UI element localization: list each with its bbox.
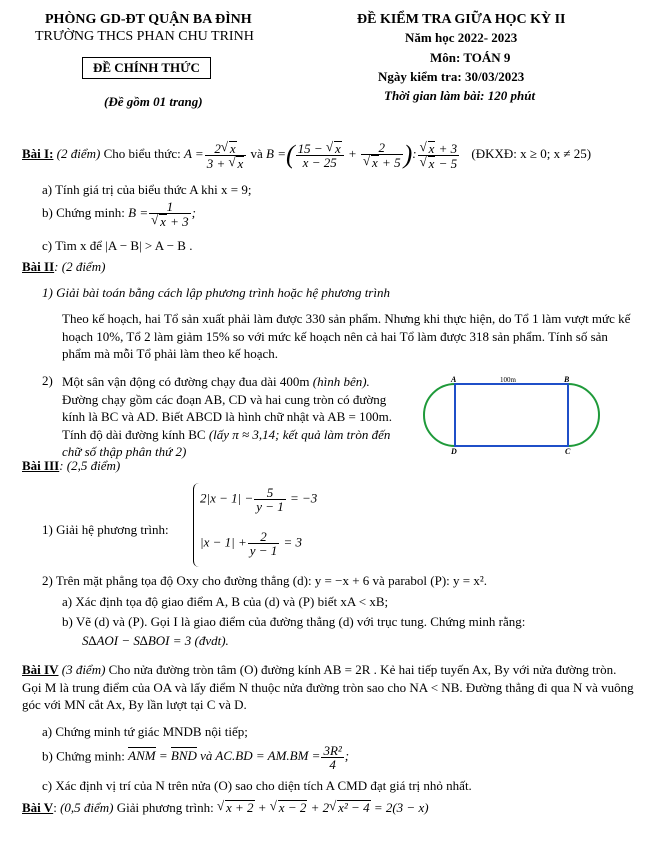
bai4-b — [42, 744, 349, 771]
bai1-c: c) Tìm x để |A − B| > A − B . — [42, 238, 193, 253]
bai4-b-label: b) Chứng minh: — [42, 748, 125, 764]
bai5-equation: √ x + 2 + √ x − 2 + 2√ x² − 4 = 2(3 − x) — [217, 800, 429, 815]
page-count: (Đề gồm 01 trang) — [104, 94, 203, 109]
system-eq1: 2|x − 1| − $\frac{5}{y - 1}$ = −3 — [200, 485, 318, 514]
bai3-q2: 2) Trên mặt phẳng tọa độ Oxy cho đường thẳng (d): y = −x + 6 và parabol (P): y = x². — [42, 573, 488, 588]
bai5-text: Giải phương trình: — [116, 800, 214, 815]
bai1-intro: Cho biểu thức: — [103, 145, 181, 161]
bai1-label: Bài I: — [22, 145, 54, 161]
bai3-b: b) Vẽ (d) và (P). Gọi I là giao điểm của đường thẳng (d) với trục tung. Chứng minh rằng: — [62, 614, 526, 629]
subject: Môn: TOÁN 9 — [430, 50, 511, 65]
label-length: 100m — [500, 376, 516, 384]
exam-duration: Thời gian làm bài: 120 phút — [384, 88, 536, 103]
label-b: B — [564, 375, 570, 384]
bai4-text: Cho nửa đường tròn tâm (O) đường kính AB = 2R . Kẻ hai tiếp tuyến Ax, By với nửa đường tròn. Gọi M là trung điểm của OA và lấy điểm N thuộc nửa đường tròn sao cho NA < NB. Đường thẳng đi qua N và vuông góc với MN cắt Ax, By lần lượt tại C và D. — [22, 662, 634, 712]
bai3-heading — [22, 458, 120, 474]
exam-title: ĐỀ KIỂM TRA GIỮA HỌC KỲ II — [357, 12, 566, 27]
bai5-label: Bài V — [22, 800, 54, 815]
label-d: D — [451, 447, 457, 456]
bai2-q1-text: Theo kế hoạch, hai Tổ sản xuất phải làm được 330 sản phẩm. Nhưng khi thực hiện, do Tổ 1 làm vượt mức kế hoạch 10%, Tổ 2 làm giảm 15% so với mức kế hoạch nên cả hai Tổ làm được 318 sản phẩm. Tính số sản phẩm mà mỗi Tổ phải làm theo kế hoạch. — [62, 311, 631, 361]
dept-name: PHÒNG GD-ĐT QUẬN BA ĐÌNH — [45, 12, 252, 27]
bai5-statement: Bài V: (0,5 điểm) Giải phương trình: √ x + 2 + √ x − 2 + 2√ x² − 4 = 2(3 − x) — [22, 800, 429, 816]
label-a: A — [451, 375, 457, 384]
bai1-statement — [22, 140, 591, 170]
stadium-figure — [420, 374, 620, 456]
bai2-q1-title: 1) Giải bài toán bằng cách lập phương trình hoặc hệ phương trình — [42, 285, 390, 300]
bai1-b-label: b) Chứng minh: — [42, 204, 125, 220]
school-year: Năm học 2022- 2023 — [405, 30, 518, 45]
bai5-points: (0,5 điểm) — [60, 800, 114, 815]
official-stamp: ĐỀ CHÍNH THỨC — [82, 57, 211, 79]
school-name: TRƯỜNG THCS PHAN CHU TRINH — [35, 29, 254, 44]
exam-date: Ngày kiểm tra: 30/03/2023 — [378, 69, 525, 84]
bai2-heading — [22, 259, 105, 275]
bai3-label: Bài III — [22, 458, 60, 473]
bai4-points: (3 điểm) — [61, 662, 106, 677]
bai4-a: a) Chứng minh tứ giác MNDB nội tiếp; — [42, 724, 248, 739]
bai1-b — [42, 200, 196, 228]
bai2-q2-d: (lấy π ≈ 3,14; kết quả làm tròn đến chữ số thập phân thứ 2) — [62, 426, 391, 459]
bai1-and: và — [250, 145, 263, 161]
bai2-q2-b: (hình bên). — [312, 374, 370, 389]
bai2-q2-text — [62, 373, 392, 461]
bai4-label: Bài IV — [22, 662, 59, 677]
bai2-q2-c: Đường chạy gồm các đoạn AB, CD và hai cung tròn có đường kính là BC và AD. Biết ABCD là hình chữ nhật và AB = 100m. Tính độ dài đường kính BC — [62, 391, 392, 442]
bai1-points: (2 điểm) — [56, 145, 101, 161]
bai1-condition: (ĐKXĐ: x ≥ 0; x ≠ 25) — [471, 145, 592, 161]
bai2-points: : (2 điểm) — [54, 259, 106, 274]
system-eq2: |x − 1| + $\frac{2}{y - 1}$ = 3 — [200, 529, 303, 558]
bai3-a: a) Xác định tọa độ giao điểm A, B của (d) và (P) biết xA < xB; — [62, 594, 389, 609]
bai3-points: : (2,5 điểm) — [59, 458, 121, 473]
bai3-b2: S∆AOI − S∆BOI = 3 (đvdt). — [82, 633, 229, 648]
expr-b-claim: B = 1 √ x + 3 ; — [128, 205, 196, 220]
bai4-statement — [22, 661, 636, 714]
bai2-label: Bài II — [22, 259, 55, 274]
running-track — [424, 384, 599, 446]
bai2-q2-a: Một sân vận động có đường chạy đua dài 400m — [62, 374, 310, 389]
expr-b: B =( $\frac{15 - √ x}{x - 25}$ + 2 √ x + 5 ): √ x + 3 √ x − 5 — [266, 146, 460, 161]
bai2-q2-num: 2) — [42, 373, 53, 388]
expr-a: A = $\frac{2√ x}{3 + √ x}$ — [184, 146, 247, 161]
bai1-a: a) Tính giá trị của biểu thức A khi x = 9; — [42, 182, 252, 197]
bai3-q1: 1) Giải hệ phương trình: — [42, 522, 169, 537]
rectangle-abcd — [455, 384, 568, 446]
bai4-b-expr: ANM = BND và AC.BD = AM.BM = $\frac{\text{3R²}}{4}$ ; — [128, 743, 350, 772]
system-brace — [193, 483, 199, 567]
bai4-c: c) Xác định vị trí của N trên nửa (O) sao cho diện tích A CMD đạt giá trị nhỏ nhất. — [42, 778, 472, 793]
label-c: C — [565, 447, 571, 456]
